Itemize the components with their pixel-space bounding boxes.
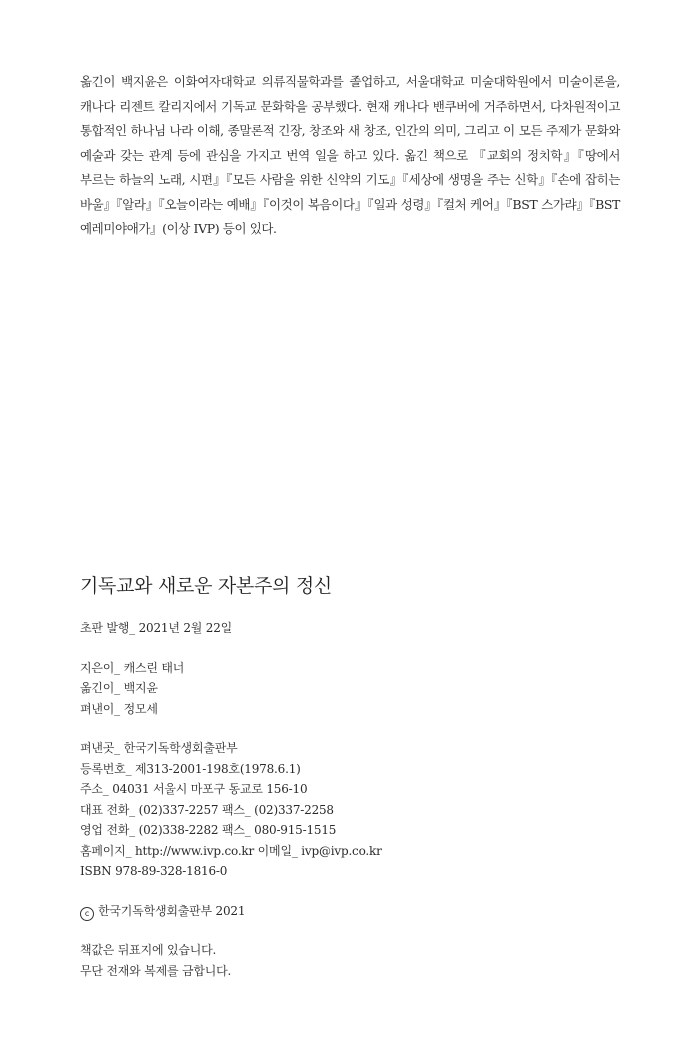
sales-phone-fax: 영업 전화_ (02)338-2282 팩스_ 080-915-1515 xyxy=(80,823,337,837)
price-notice: 책값은 뒤표지에 있습니다. xyxy=(80,943,217,957)
publisher-person-credit: 펴낸이_ 정모세 xyxy=(80,701,158,716)
author-credit: 지은이_ 캐스린 태너 xyxy=(80,660,185,675)
address: 주소_ 04031 서울시 마포구 동교로 156-10 xyxy=(80,782,308,796)
isbn: ISBN 978-89-328-1816-0 xyxy=(80,864,228,878)
copyright-icon: c xyxy=(80,907,94,921)
publisher-name: 펴낸곳_ 한국기독학생회출판부 xyxy=(80,741,238,755)
translator-credit: 옮긴이_ 백지윤 xyxy=(80,681,158,695)
registration-number: 등록번호_ 제313-2001-198호(1978.6.1) xyxy=(80,761,301,776)
translator-bio: 옮긴이 백지윤은 이화여자대학교 의류직물학과를 졸업하고, 서울대학교 미술대학원에서 미술이론을, 캐나다 리젠트 칼리지에서 기독교 문화학을 공부했다. 현재 캐나다 밴쿠버에 거주하면서, 다차원적이고 통합적인 하나님 나라 이해, 종말론적 긴장, 창조와 새 창조, 인간의 의미, 그리고 이 모든 주제가 문화와 예술과 갖는 관계 등에 관심을 가지고 번역 일을 하고 있다. 옮긴 책으로 『교회의 정치학』『땅에서 부르는 하늘의 노래, 시편』『모든 사람을 위한 신약의 기도』『세상에 생명을 주는 신학』『손에 잡히는 바울』『알라』『오늘이라는 예배』『이것이 복음이다』『일과 성령』『컬처 케어』『BST 스가랴』『BST 예레미야애가』(이상 IVP) 등이 있다. xyxy=(80,74,620,236)
homepage-email: 홈페이지_ http://www.ivp.co.kr 이메일_ ivp@ivp.co.kr xyxy=(80,843,382,858)
publisher-info-block xyxy=(80,738,620,882)
book-title: 기독교와 새로운 자본주의 정신 xyxy=(80,575,332,597)
edition-block xyxy=(80,618,620,639)
main-phone-fax: 대표 전화_ (02)337-2257 팩스_ (02)337-2258 xyxy=(80,802,334,817)
copyright-text: 한국기독학생회출판부 2021 xyxy=(98,903,246,918)
first-print-date: 초판 발행_ 2021년 2월 22일 xyxy=(80,621,233,635)
reproduction-notice: 무단 전재와 복제를 금합니다. xyxy=(80,963,232,978)
copyright-block xyxy=(80,901,620,922)
notices-block xyxy=(80,940,620,981)
copyright-line xyxy=(80,901,620,922)
credits-block xyxy=(80,658,620,720)
colophon xyxy=(80,572,620,1000)
